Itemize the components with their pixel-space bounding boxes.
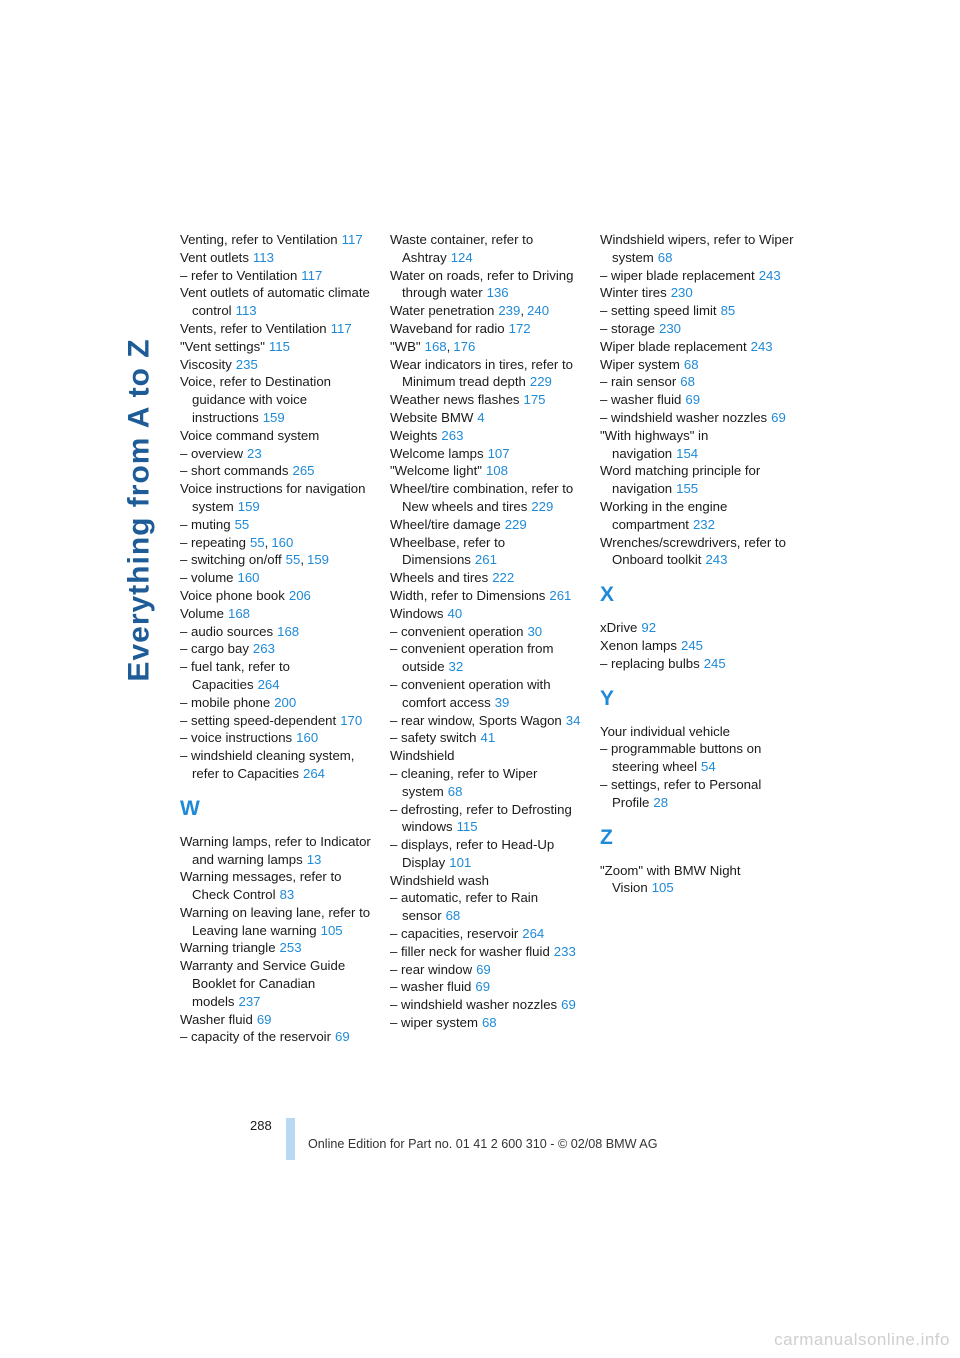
index-entry — [180, 747, 376, 783]
index-entry-text: – washer fluid — [600, 392, 682, 408]
index-entry-text: – programmable buttons on steering wheel — [600, 741, 762, 775]
index-entry-text: Voice instructions for navigation system — [180, 481, 366, 514]
side-title — [122, 230, 158, 790]
index-entry — [600, 740, 796, 776]
index-entry-text: – rain sensor — [600, 374, 677, 390]
page-reference-link[interactable]: 105 — [651, 880, 674, 896]
index-entry — [600, 373, 796, 391]
index-entry — [180, 1011, 376, 1029]
index-entry — [180, 939, 376, 957]
index-entry — [600, 427, 796, 463]
index-entry-text: Weather news flashes — [390, 392, 520, 408]
page-reference-link[interactable]: 69 — [561, 997, 576, 1013]
page-reference-link[interactable]: 243 — [705, 552, 728, 568]
index-entry-text: Voice phone book — [180, 587, 285, 603]
page-reference-link[interactable]: 69 — [685, 392, 701, 408]
index-entry-text: – washer fluid — [390, 979, 472, 995]
index-entry — [390, 889, 586, 925]
index-entry — [600, 498, 796, 534]
index-entry-text: Windshield — [390, 748, 455, 764]
index-entry-text: Vents, refer to Ventilation — [180, 320, 327, 336]
index-entry — [600, 862, 796, 898]
page-reference-link[interactable]: 105 — [320, 922, 343, 938]
index-entry-text: – windshield washer nozzles — [390, 997, 558, 1013]
page-reference-link[interactable]: 230 — [670, 285, 693, 301]
page-reference-link[interactable]: 261 — [549, 587, 572, 603]
index-entry-text: Warning lamps, refer to Indicator and warning lamps — [180, 833, 371, 867]
page-reference-link[interactable]: 229 — [531, 498, 554, 514]
index-entry-text: – capacities, reservoir — [390, 926, 519, 942]
index-entry — [390, 231, 586, 267]
index-entry-text: Vent outlets of automatic climate control — [180, 285, 370, 319]
index-entry-text: Wrenches/screwdrivers, refer to Onboard toolkit — [600, 534, 786, 568]
index-entry-text: – cleaning, refer to Wiper system — [390, 765, 538, 799]
index-entry-text: – capacity of the reservoir — [180, 1029, 331, 1045]
index-entry — [180, 445, 376, 463]
page-reference-link[interactable]: 68 — [683, 356, 699, 372]
index-entry-text: – voice instructions — [180, 730, 293, 746]
page-reference-link[interactable]: 160 — [271, 534, 294, 550]
page-reference-link[interactable]: 168 — [424, 338, 447, 354]
index-entry-text: – switching on/off — [180, 552, 282, 568]
index-entry — [600, 338, 796, 356]
index-entry — [180, 640, 376, 658]
page-reference-link[interactable]: 243 — [750, 338, 773, 354]
page-reference-link[interactable]: 69 — [771, 409, 786, 425]
index-entry — [600, 619, 796, 637]
index-entry — [180, 480, 376, 516]
page-reference-link[interactable]: 264 — [522, 926, 545, 942]
index-entry — [390, 605, 586, 623]
page-reference-link[interactable]: 68 — [481, 1015, 497, 1031]
page-reference-link[interactable]: 113 — [235, 303, 257, 319]
page-reference-link[interactable]: 107 — [487, 445, 510, 461]
page-reference-link[interactable]: 245 — [680, 637, 703, 653]
index-entry-text: Welcome lamps — [390, 445, 484, 461]
page-reference-link[interactable]: 69 — [476, 961, 491, 977]
index-entry-text: Voice command system — [180, 427, 320, 443]
index-entry — [390, 623, 586, 641]
index-entry — [390, 729, 586, 747]
index-entry — [390, 747, 586, 765]
index-entry: Water penetration 239, 240 — [390, 303, 550, 319]
index-letter-heading: X — [600, 583, 615, 607]
index-entry — [390, 267, 586, 303]
index-entry-text: – rear window — [390, 961, 473, 977]
index-entry — [390, 1014, 586, 1032]
index-entry-text: Warning messages, refer to Check Control — [180, 869, 342, 903]
index-entry-text: Vent outlets — [180, 249, 249, 265]
index-entry-text: – wiper system — [390, 1015, 478, 1031]
index-entry — [390, 516, 586, 534]
page-number: 288 — [250, 1118, 272, 1133]
index-entry — [180, 658, 376, 694]
page-reference-link[interactable]: 200 — [274, 694, 297, 710]
index-entry — [180, 1028, 376, 1046]
index-entry-text: Voice, refer to Destination guidance with voice instructions — [180, 374, 332, 425]
index-entry — [180, 231, 376, 249]
page-reference-link[interactable]: 253 — [279, 940, 302, 956]
page-reference-link[interactable]: 170 — [340, 712, 363, 728]
page-reference-link[interactable]: 68 — [657, 249, 673, 265]
page-reference-link[interactable]: 69 — [335, 1029, 350, 1045]
page-reference-link[interactable]: 159 — [237, 498, 260, 514]
index-entry-text: "Welcome light" — [390, 463, 482, 479]
page-reference-link[interactable]: 23 — [247, 445, 262, 461]
page-reference-link[interactable]: 92 — [641, 620, 657, 636]
index-entry-text: Xenon lamps — [600, 637, 677, 653]
page-reference-link[interactable]: 245 — [703, 655, 726, 671]
index-entry — [390, 978, 586, 996]
index-entry — [390, 712, 586, 730]
index-column-2 — [390, 231, 586, 1032]
index-entry — [390, 427, 586, 445]
page-reference-link[interactable]: 113 — [252, 249, 274, 265]
index-entry-text: Wiper system — [600, 356, 680, 372]
index-column-3 — [600, 231, 796, 897]
page-reference-link[interactable]: 265 — [292, 463, 315, 479]
index-entry-text: Wheels and tires — [390, 570, 489, 586]
page-reference-link[interactable]: 240 — [527, 303, 550, 319]
index-entry — [390, 676, 586, 712]
index-entry — [390, 409, 586, 427]
index-entry — [600, 462, 796, 498]
index-entry — [180, 868, 376, 904]
index-entry — [180, 462, 376, 480]
index-entry-text: – safety switch — [390, 730, 477, 746]
page-reference-link[interactable]: 263 — [252, 641, 275, 657]
index-entry — [600, 391, 796, 409]
index-entry-text: Water penetration — [390, 303, 495, 319]
index-entry-text: – cargo bay — [180, 641, 249, 657]
index-entry-text: Width, refer to Dimensions — [390, 587, 546, 603]
page-reference-link[interactable]: 115 — [456, 819, 478, 835]
index-entry — [180, 427, 376, 445]
index-entry — [180, 320, 376, 338]
index-entry — [180, 284, 376, 320]
index-entry-text: xDrive — [600, 620, 638, 636]
index-entry — [390, 569, 586, 587]
index-entry-text: Venting, refer to Ventilation — [180, 232, 338, 247]
index-entry-text: – windshield washer nozzles — [600, 409, 768, 425]
index-entry-text: – convenient operation with comfort access — [390, 676, 551, 710]
index-entry — [180, 373, 376, 426]
page-reference-link[interactable]: 117 — [330, 320, 352, 336]
index-entry-text: Waveband for radio — [390, 320, 505, 336]
index-entry-text: – replacing bulbs — [600, 655, 700, 671]
index-entry-text: – rear window, Sports Wagon — [390, 712, 562, 728]
index-entry — [180, 957, 376, 1010]
index-entry-text: – muting — [180, 516, 231, 532]
index-entry-text: Windows — [390, 605, 444, 621]
index-entry — [180, 569, 376, 587]
index-entry — [180, 904, 376, 940]
index-column-1 — [180, 231, 376, 1046]
index-entry-text: – storage — [600, 320, 655, 336]
index-entry — [390, 996, 586, 1014]
index-entry — [600, 320, 796, 338]
index-entry — [390, 356, 586, 392]
page-reference-link[interactable]: 69 — [256, 1011, 272, 1027]
page-reference-link[interactable]: 264 — [257, 676, 280, 692]
page-reference-link[interactable]: 233 — [553, 943, 576, 959]
index-entry-text: Volume — [180, 605, 224, 621]
index-entry-text: Wheelbase, refer to Dimensions — [390, 534, 506, 568]
index-entry-text: Wheel/tire damage — [390, 516, 501, 532]
index-entry — [180, 729, 376, 747]
index-entry-text: – automatic, refer to Rain sensor — [390, 890, 539, 924]
index-entry-text: Warning triangle — [180, 940, 276, 956]
index-entry-text: "Vent settings" — [180, 338, 265, 354]
page-reference-link[interactable]: 40 — [447, 605, 463, 621]
index-entry — [390, 534, 586, 570]
page-reference-link[interactable]: 68 — [445, 908, 461, 924]
index-entry — [390, 320, 586, 338]
index-entry — [390, 640, 586, 676]
index-entry — [600, 637, 796, 655]
index-entry-text: Windshield wash — [390, 872, 489, 888]
page-reference-link[interactable]: 160 — [237, 570, 260, 586]
index-entry-text: – mobile phone — [180, 694, 271, 710]
index-entry-text: – short commands — [180, 463, 289, 479]
page-reference-link[interactable]: 229 — [504, 516, 527, 532]
page-reference-link[interactable]: 222 — [492, 570, 515, 586]
index-entry — [180, 605, 376, 623]
index-entry-text: Wheel/tire combination, refer to New wheels and tires — [390, 481, 574, 514]
page-reference-link[interactable]: 261 — [474, 552, 497, 568]
index-entry — [180, 516, 376, 534]
page-reference-link[interactable]: 168 — [277, 623, 300, 639]
index-entry-text: – fuel tank, refer to Capacities — [180, 659, 290, 692]
index-entry-text: Word matching principle for navigation — [600, 463, 761, 497]
index-entry-text: – displays, refer to Head-Up Display — [390, 837, 555, 870]
index-entry — [180, 623, 376, 641]
page-reference-link[interactable]: 69 — [475, 979, 491, 995]
page-reference-link[interactable]: 4 — [477, 409, 485, 425]
index-entry — [180, 694, 376, 712]
index-entry-text: Your individual vehicle — [600, 723, 731, 739]
footer-bar — [286, 1118, 295, 1160]
index-entry: "WB" 168, 176 — [390, 338, 476, 354]
index-entry — [600, 284, 796, 302]
page-reference-link[interactable]: 206 — [288, 587, 311, 603]
page-reference-link[interactable]: 68 — [680, 374, 695, 390]
index-letter-heading: W — [180, 796, 200, 820]
page-reference-link[interactable]: 136 — [486, 285, 509, 301]
index-entry: – switching on/off 55, 159 — [180, 552, 330, 568]
page-reference-link[interactable]: 108 — [485, 463, 508, 479]
index-entry — [180, 356, 376, 374]
index-entry-text: Warning on leaving lane, refer to Leaving lane warning — [180, 904, 371, 938]
index-entry — [180, 712, 376, 730]
page-reference-link[interactable]: 159 — [307, 552, 330, 568]
index-entry — [180, 833, 376, 869]
index-entry-text: – settings, refer to Personal Profile — [600, 776, 762, 810]
index-entry — [180, 249, 376, 267]
page-reference-link[interactable]: 229 — [529, 374, 552, 390]
index-entry-text: Washer fluid — [180, 1011, 253, 1027]
index-entry-text: – refer to Ventilation — [180, 267, 298, 283]
page-reference-link[interactable]: 239 — [498, 303, 521, 319]
watermark: carmanualsonline.info — [774, 1330, 950, 1349]
page-reference-link[interactable]: 154 — [676, 445, 699, 461]
page-reference-link[interactable]: 175 — [523, 392, 546, 408]
index-entry-text: Wiper blade replacement — [600, 338, 747, 354]
page-reference-link[interactable]: 54 — [701, 759, 716, 775]
index-entry — [600, 231, 796, 267]
index-entry — [600, 302, 796, 320]
index-entry — [600, 723, 796, 741]
side-title-text: Everything from A to Z — [123, 338, 156, 682]
index-entry — [600, 267, 796, 285]
index-entry — [390, 801, 586, 837]
index-entry-text: – convenient operation — [390, 623, 524, 639]
index-entry-text: – filler neck for washer fluid — [390, 943, 550, 959]
index-entry — [390, 925, 586, 943]
index-entry — [180, 267, 376, 285]
index-entry-text: Working in the engine compartment — [600, 498, 728, 532]
page-reference-link[interactable]: 176 — [453, 338, 476, 354]
index-entry-text: Website BMW — [390, 409, 474, 425]
page-reference-link[interactable]: 230 — [659, 320, 682, 336]
page-reference-link[interactable]: 55 — [234, 516, 250, 532]
index-letter-heading: Z — [600, 825, 613, 849]
index-entry-text: Water on roads, refer to Driving through water — [390, 267, 574, 301]
index-entry — [390, 462, 586, 480]
page-reference-link[interactable]: 13 — [306, 851, 322, 867]
index-entry-text: – overview — [180, 445, 244, 461]
index-entry-text: "Zoom" with BMW Night Vision — [600, 862, 741, 896]
index-entry-text: Weights — [390, 427, 438, 443]
index-entry-text: – volume — [180, 570, 234, 586]
index-entry-text: Winter tires — [600, 285, 667, 301]
index-entry-text: Wear indicators in tires, refer to Minimum tread depth — [390, 356, 573, 390]
index-entry — [390, 872, 586, 890]
page-reference-link[interactable]: 232 — [692, 516, 715, 532]
page-reference-link[interactable]: 85 — [720, 303, 736, 319]
index-entry-text: Windshield wipers, refer to Wiper system — [600, 232, 794, 265]
page-reference-link[interactable]: 264 — [303, 765, 326, 781]
index-entry — [600, 534, 796, 570]
page-reference-link[interactable]: 160 — [296, 730, 319, 746]
page-reference-link[interactable]: 30 — [527, 623, 543, 639]
index-entry-text: Waste container, refer to Ashtray — [390, 232, 534, 265]
index-entry-text: – windshield cleaning system, refer to Capacities — [180, 748, 355, 781]
index-entry — [600, 655, 796, 673]
page-reference-link[interactable]: 172 — [508, 320, 531, 336]
index-entry-text: – setting speed limit — [600, 303, 717, 319]
page-reference-link[interactable]: 41 — [480, 730, 496, 746]
page-reference-link[interactable]: 155 — [676, 481, 699, 497]
index-entry — [390, 587, 586, 605]
page-reference-link[interactable]: 28 — [653, 794, 669, 810]
page-reference-link[interactable]: 159 — [262, 409, 285, 425]
page-reference-link[interactable]: 34 — [565, 712, 581, 728]
page-reference-link[interactable]: 55 — [250, 534, 265, 550]
index-entry-text: – setting speed-dependent — [180, 712, 337, 728]
index-entry — [390, 765, 586, 801]
index-entry — [180, 587, 376, 605]
page-reference-link[interactable]: 117 — [301, 267, 323, 283]
page-reference-link[interactable]: 124 — [450, 249, 473, 265]
index-entry — [600, 356, 796, 374]
index-entry-text: – defrosting, refer to Defrosting windows — [390, 801, 572, 835]
page-reference-link[interactable]: 237 — [238, 993, 261, 1009]
index-entry-text: Warranty and Service Guide Booklet for Canadian models — [180, 958, 346, 1009]
index-entry — [600, 776, 796, 812]
index-entry-text: – audio sources — [180, 623, 274, 639]
index-letter-heading: Y — [600, 686, 615, 710]
page-reference-link[interactable]: 68 — [447, 783, 463, 799]
index-entry — [390, 836, 586, 872]
index-entry — [390, 943, 586, 961]
index-entry — [390, 961, 586, 979]
index-entry-text: – repeating — [180, 534, 246, 550]
footer-text: Online Edition for Part no. 01 41 2 600 310 - © 02/08 BMW AG — [308, 1137, 658, 1151]
index-entry: – repeating 55, 160 — [180, 534, 294, 550]
page-reference-link[interactable]: 32 — [448, 659, 464, 675]
index-entry-text: "With highways" in navigation — [600, 427, 709, 461]
page-reference-link[interactable]: 55 — [285, 552, 301, 568]
page-reference-link[interactable]: 83 — [279, 887, 295, 903]
page-reference-link[interactable]: 168 — [228, 605, 251, 621]
index-entry-text: Viscosity — [180, 356, 232, 372]
page-reference-link[interactable]: 101 — [449, 854, 472, 870]
index-entry — [180, 338, 376, 356]
index-entry-text: "WB" — [390, 338, 421, 354]
page-reference-link[interactable]: 117 — [341, 232, 363, 247]
index-entry — [390, 391, 586, 409]
index-entry — [390, 445, 586, 463]
index-entry-text: – convenient operation from outside — [390, 641, 554, 675]
index-entry-text: – wiper blade replacement — [600, 267, 755, 283]
page-reference-link[interactable]: 39 — [494, 694, 510, 710]
page-reference-link[interactable]: 115 — [268, 338, 290, 354]
index-entry — [600, 409, 796, 427]
index-entry — [390, 480, 586, 516]
page-reference-link[interactable]: 263 — [441, 427, 464, 443]
page-reference-link[interactable]: 235 — [235, 356, 258, 372]
page-reference-link[interactable]: 243 — [758, 267, 781, 283]
